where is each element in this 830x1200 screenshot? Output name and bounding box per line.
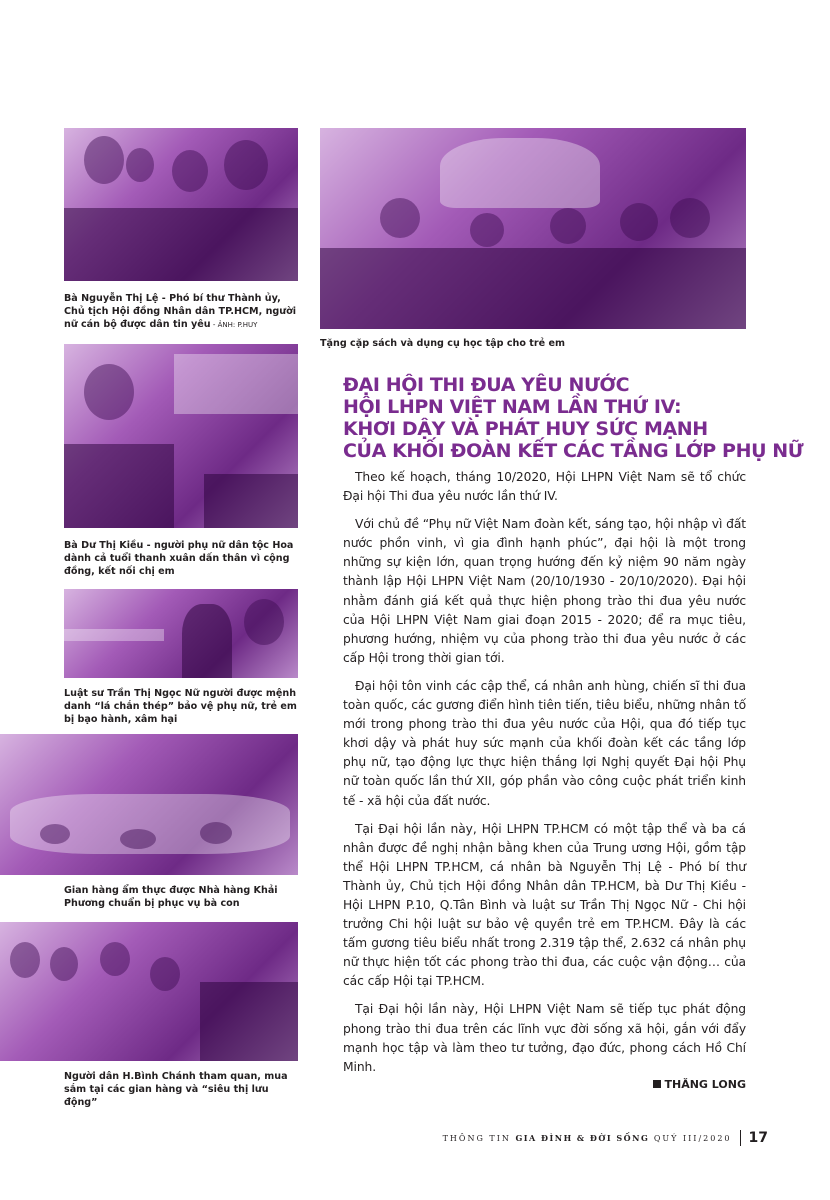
page-number: 17 bbox=[748, 1130, 768, 1146]
binh-chanh-market-photo bbox=[0, 922, 298, 1061]
headline-line: CỦA KHỐI ĐOÀN KẾT CÁC TẦNG LỚP PHỤ NỮ bbox=[343, 440, 804, 462]
footer-divider bbox=[740, 1130, 741, 1146]
paragraph: Với chủ đề “Phụ nữ Việt Nam đoàn kết, sáng tạo, hội nhập vì đất nước phồn vinh, vì gia đình hạnh phúc”, đại hội là một trong những sự kiện lớn, quan trọng hướng đến kỷ niệm 90 năm ngày thành lập Hội LHPN Việt Nam (20/10/1930 - 20/10/2020). Đại hội nhằm đánh giá kết quả thực hiện phong trào thi đua yêu nước của Hội LHPN Việt Nam giai đoạn 2015 - 2020; để ra mục tiêu, phương hướng, nhiệm vụ của phong trào thi đua yêu nước ở các cấp Hội trong thời gian tới. bbox=[343, 517, 746, 665]
author-byline bbox=[640, 1078, 746, 1091]
article-headline bbox=[343, 374, 804, 462]
nguyen-thi-le-photo bbox=[64, 128, 298, 281]
photo1-caption: Bà Nguyễn Thị Lệ - Phó bí thư Thành ủy, Chủ tịch Hội đồng Nhân dân TP.HCM, người nữ cán bộ được dân tin yêu - ẢNH: P.HUY bbox=[64, 293, 296, 330]
children-photo-caption: Tặng cặp sách và dụng cụ học tập cho trẻ em bbox=[320, 338, 565, 349]
du-thi-kieu-photo bbox=[64, 344, 298, 528]
paragraph: Tại Đại hội lần này, Hội LHPN TP.HCM có một tập thể và ba cá nhân được đề nghị nhận bằng khen của Trung ương Hội, gồm tập thể Hội LHPN TP.HCM, cá nhân bà Nguyễn Thị Lệ - Phó bí thư Thành ủy, Chủ tịch Hội đồng Nhân dân TP.HCM, bà Dư Thị Kiều - Hội LHPN P.10, Q.Tân Bình và luật sư Trần Thị Ngọc Nữ - Chi hội trưởng Chi hội luật sư bảo vệ quyền trẻ em TP.HCM. Đây là các tấm gương tiêu biểu nhất trong 2.319 tập thể, 2.632 cá nhân phụ nữ thực hiện tốt các phong trào thi đua, các cuộc vận động… của các cấp Hội tại TP.HCM. bbox=[343, 821, 746, 989]
headline-line: ĐẠI HỘI THI ĐUA YÊU NƯỚC bbox=[343, 374, 630, 396]
children-school-supplies-photo bbox=[320, 128, 746, 329]
tran-thi-ngoc-nu-photo bbox=[64, 589, 298, 678]
photo2-caption: Bà Dư Thị Kiều - người phụ nữ dân tộc Hoa dành cả tuổi thanh xuân dấn thân vì cộng đồng, kết nối chị em bbox=[64, 540, 294, 577]
headline-line: HỘI LHPN VIỆT NAM LẦN THỨ IV: bbox=[343, 396, 682, 418]
page-footer bbox=[443, 1130, 768, 1146]
photo-credit: - ẢNH: P.HUY bbox=[210, 321, 258, 329]
author-name: THĂNG LONG bbox=[664, 1078, 746, 1091]
photo5-caption: Người dân H.Bình Chánh tham quan, mua sắm tại các gian hàng và “siêu thị lưu động” bbox=[64, 1071, 288, 1108]
food-booth-photo bbox=[0, 734, 298, 875]
paragraph: Theo kế hoạch, tháng 10/2020, Hội LHPN Việt Nam sẽ tổ chức Đại hội Thi đua yêu nước lần thứ IV. bbox=[343, 470, 746, 504]
photo3-caption: Luật sư Trần Thị Ngọc Nữ người được mệnh danh “lá chắn thép” bảo vệ phụ nữ, trẻ em bị bạo hành, xâm hại bbox=[64, 688, 297, 725]
footer-prefix: THÔNG TIN bbox=[442, 1133, 511, 1143]
paragraph: Tại Đại hội lần này, Hội LHPN Việt Nam sẽ tiếp tục phát động phong trào thi đua trên các lĩnh vực đời sống xã hội, gắn với đẩy mạnh học tập và làm theo tư tưởng, đạo đức, phong cách Hồ Chí Minh. bbox=[343, 1002, 746, 1074]
article-body bbox=[343, 468, 746, 1086]
headline-line: KHƠI DẬY VÀ PHÁT HUY SỨC MẠNH bbox=[343, 418, 708, 440]
photo4-caption: Gian hàng ẩm thực được Nhà hàng Khải Phương chuẩn bị phục vụ bà con bbox=[64, 885, 278, 909]
paragraph: Đại hội tôn vinh các cập thể, cá nhân anh hùng, chiến sĩ thi đua toàn quốc, các gương điển hình tiên tiến, tiêu biểu, những nhân tố mới trong phong trào thi đua yêu nước của Hội, qua đó tiếp tục khơi dậy và phát huy sức mạnh của khối đoàn kết các tầng lớp phụ nữ, tạo động lực thực hiện thắng lợi Nghị quyết Đại hội Phụ nữ toàn quốc lần thứ XII, góp phần vào công cuộc phát triển kinh tế - xã hội của đất nước. bbox=[343, 678, 746, 808]
issue-label: QUÝ III/2020 bbox=[653, 1133, 732, 1143]
magazine-name: GIA ĐÌNH & ĐỜI SỐNG bbox=[515, 1133, 650, 1143]
square-bullet-icon bbox=[653, 1080, 661, 1088]
